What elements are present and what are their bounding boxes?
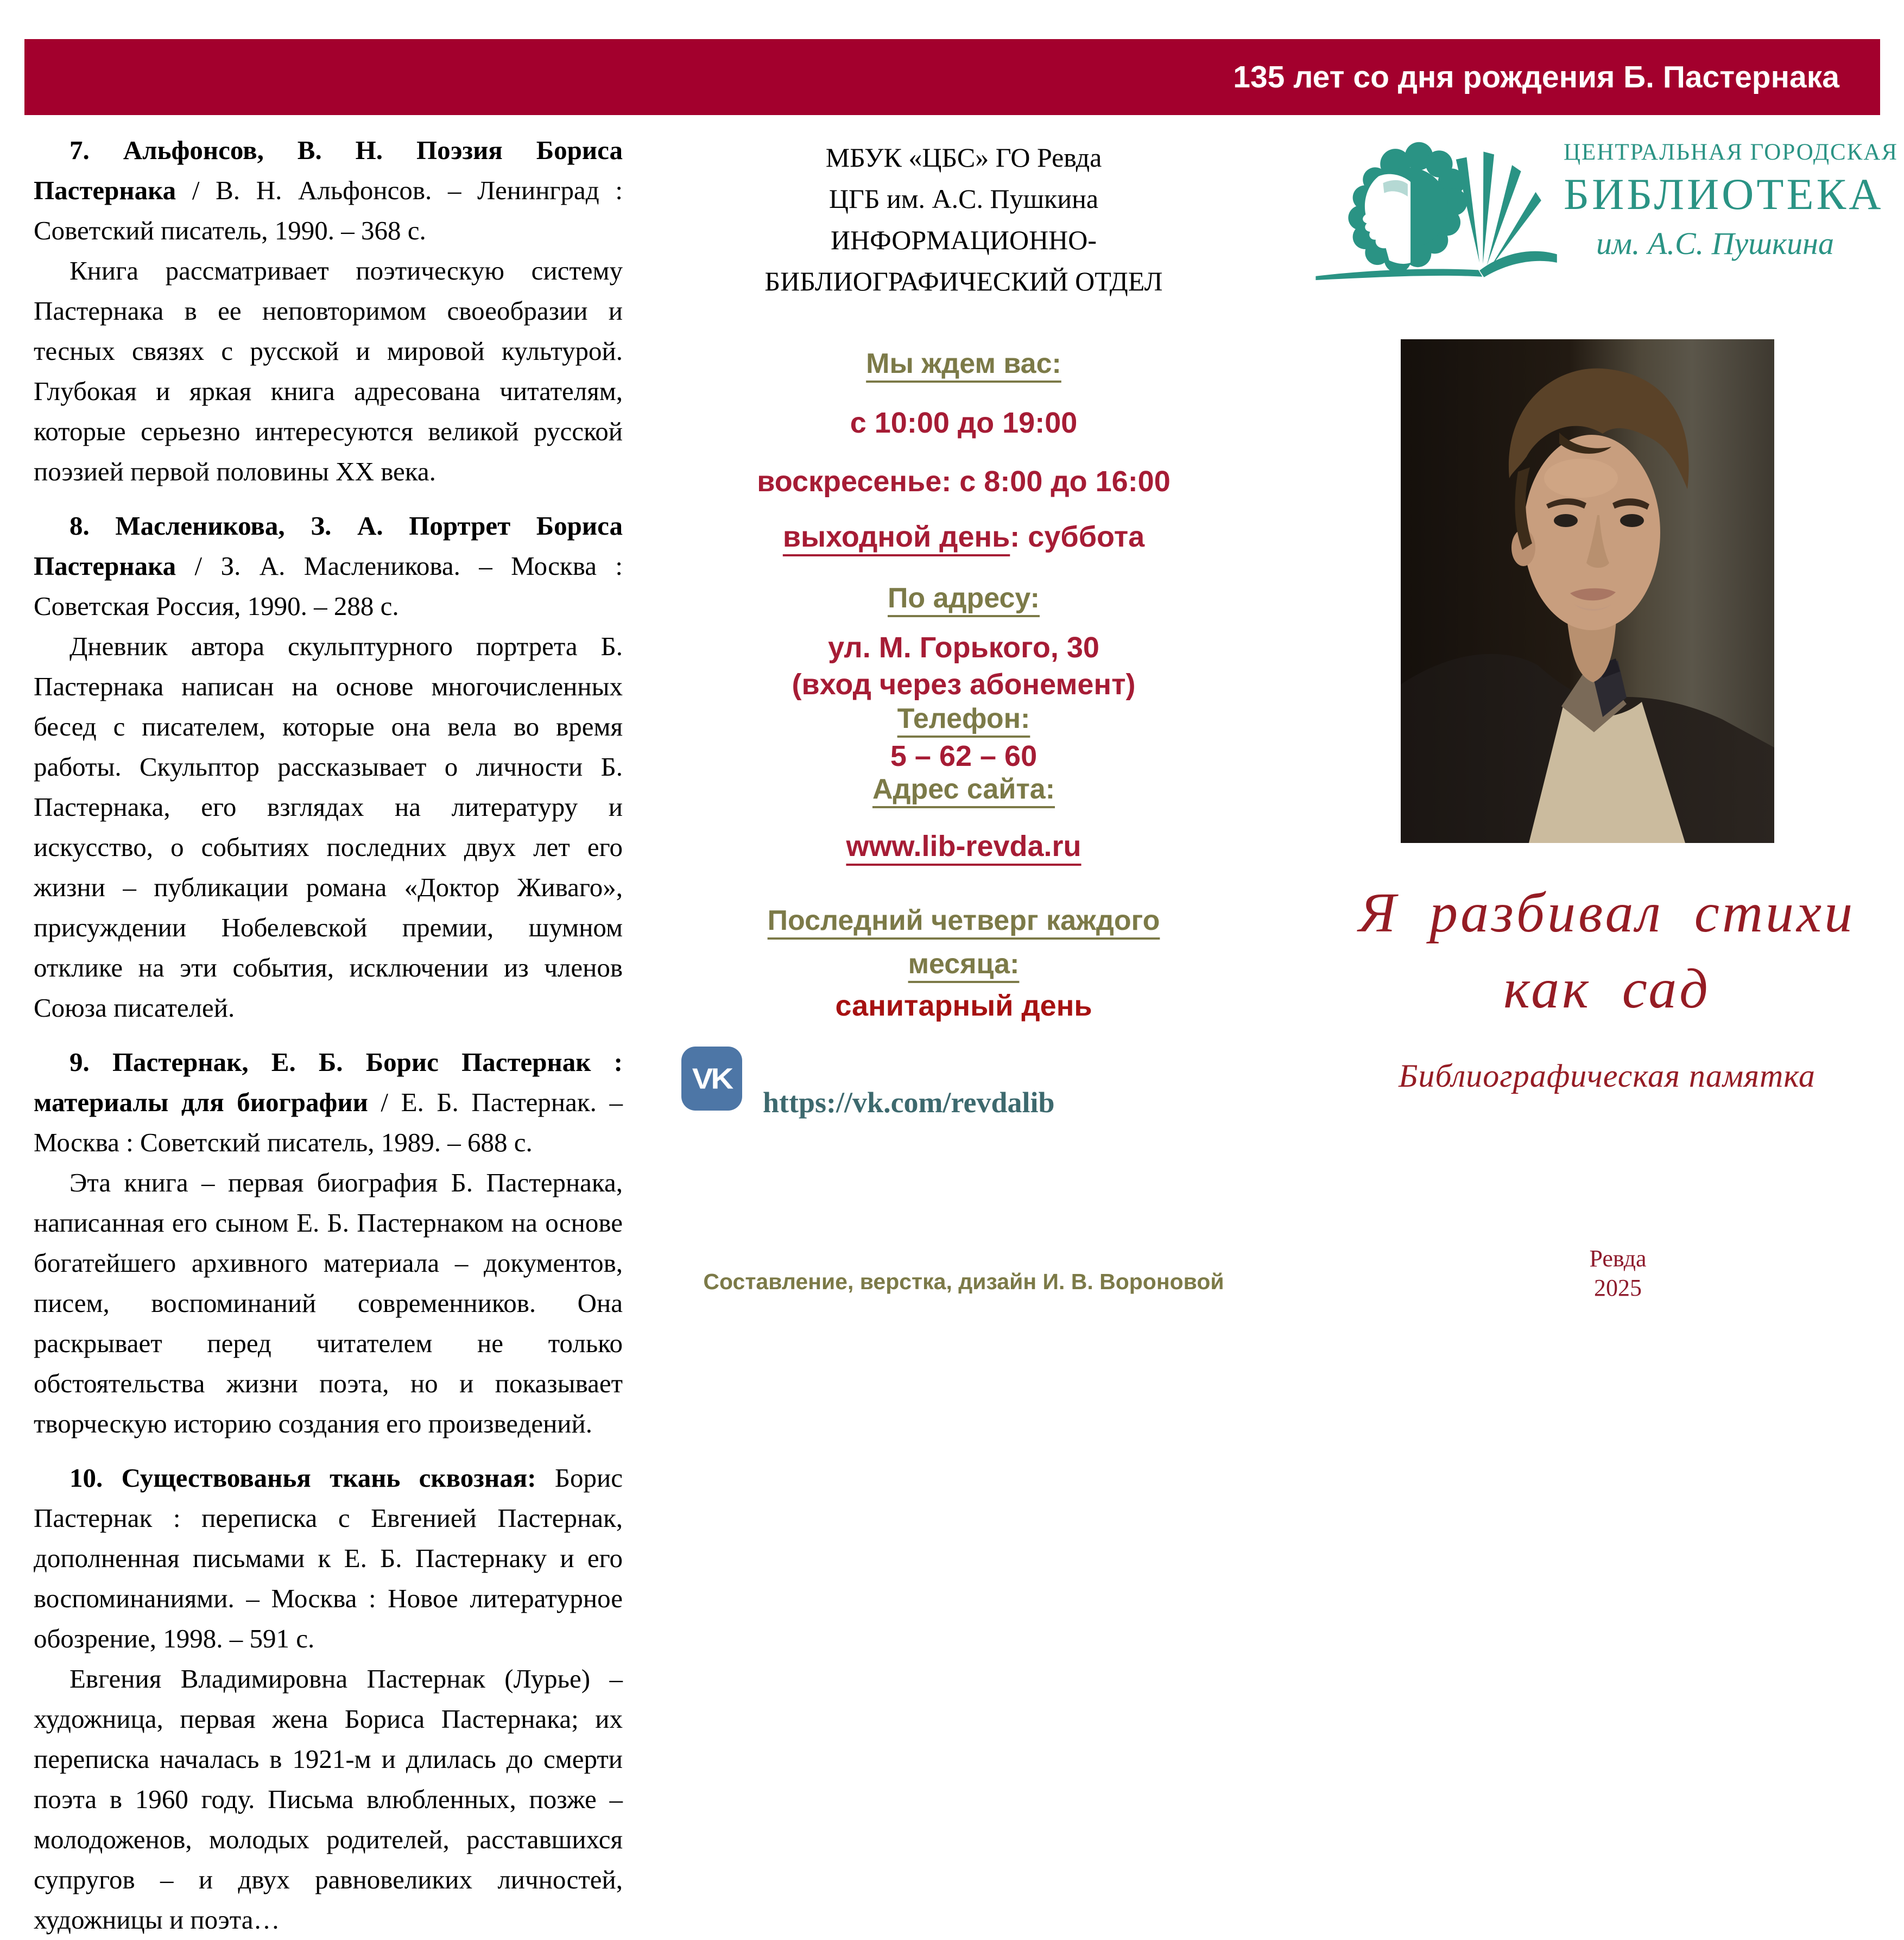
entry-rest: Борис Пастернак : переписка с Евгенией Пастернак, дополненная письмами к Е. Б. Пастернаку и его воспоминаниями. – Москва : Новое литературное обозрение, 1998. – 591 с. [34, 1463, 623, 1653]
entry-heading [34, 130, 623, 251]
site-heading: Адрес сайта: [872, 774, 1055, 805]
org-dept-line: ИНФОРМАЦИОННО- [830, 225, 1097, 255]
library-logo-text [1564, 139, 1899, 262]
pasternak-portrait-photo [1401, 339, 1774, 843]
brochure-title-line2: как сад [1503, 958, 1711, 1020]
address-heading: По адресу: [888, 582, 1040, 614]
entry-heading [34, 1042, 623, 1163]
entry-heading [34, 1458, 623, 1659]
brochure-title-line1: Я разбивал стихи [1358, 882, 1856, 944]
phone-heading: Телефон: [897, 703, 1030, 734]
sanitary-heading-line: Последний четверг каждого [767, 905, 1160, 936]
sanitary-value: санитарный день [835, 990, 1092, 1022]
entry-rest: / З. А. Масленикова. – Москва : Советская Россия, 1990. – 288 с. [34, 551, 623, 621]
entry-rest: / В. Н. Альфонсов. – Ленинград : Советский писатель, 1990. – 368 с. [34, 175, 623, 245]
bibliography-entry [34, 506, 623, 1028]
entry-lead: 9. Пастернак, Е. Б. Борис Пастернак : материалы для биографии [34, 1047, 623, 1117]
entry-lead: 10. Существованья ткань сквозная: [69, 1463, 536, 1493]
imprint-city: Ревда [1589, 1245, 1647, 1272]
logo-line-pushkin: им. А.С. Пушкина [1596, 226, 1834, 261]
pushkin-book-logo-icon [1311, 129, 1558, 297]
bibliography-entry [34, 1458, 623, 1940]
org-name-line: ЦГБ им. А.С. Пушкина [828, 183, 1099, 214]
bibliography-entry [34, 130, 623, 492]
hours-weekend: выходной день: суббота [782, 521, 1145, 553]
entry-lead: 8. Масленикова, З. А. Портрет Бориса Пастернака [34, 511, 623, 581]
entry-annotation: Дневник автора скульптурного портрета Б. Пастернака написан на основе многочисленных бесед с писателем, которые она вела во время работы. Скульптор рассказывает о личности Б. Пастернака, его взглядах на литературу и искусство, о событиях последних двух лет его жизни – публикации романа «Доктор Живаго», присуждении Нобелевской премии, шумном отклике на эти события, исключении из членов Союза писателей. [34, 631, 623, 1023]
entry-lead: 7. Альфонсов, В. Н. Поэзия Бориса Пастернака [34, 135, 623, 205]
phone-number: 5 – 62 – 60 [890, 740, 1038, 772]
hours-heading: Мы ждем вас: [866, 348, 1061, 379]
site-url[interactable]: www.lib-revda.ru [846, 830, 1081, 863]
imprint-year: 2025 [1594, 1275, 1642, 1301]
entry-annotation: Книга рассматривает поэтическую систему Пастернака в ее неповторимом своеобразии и тесных связях с русской и мировой культурой. Глубокая и яркая книга адресована читателям, которые серьезно интересуются великой русской поэзией первой половины XX века. [34, 256, 623, 486]
vk-link[interactable]: https://vk.com/revdalib [763, 1086, 1055, 1119]
hours-weekdays: с 10:00 до 19:00 [850, 407, 1078, 439]
logo-line-library: БИБЛИОТЕКА [1564, 169, 1884, 219]
sanitary-heading-line: месяца: [908, 948, 1020, 980]
hours-sunday: воскресенье: с 8:00 до 16:00 [757, 465, 1171, 498]
logo-line-central: ЦЕНТРАЛЬНАЯ ГОРОДСКАЯ [1564, 140, 1899, 165]
imprint [1536, 1244, 1699, 1303]
library-logo [1311, 129, 1899, 297]
anniversary-banner-text: 135 лет со дня рождения Б. Пастернака [1233, 60, 1839, 94]
entry-heading [34, 506, 623, 626]
bibliography-entry [34, 1042, 623, 1444]
entry-annotation: Евгения Владимировна Пастернак (Лурье) – художница, первая жена Бориса Пастернака; их переписка началась в 1921-м и длилась до смерти поэта в 1960 году. Письма влюбленных, позже – молодоженов, молодых родителей, расставшихся супругов – и двух равновеликих личностей, художницы и поэта… [34, 1664, 623, 1935]
credit-line: Составление, верстка, дизайн И. В. Вороновой [703, 1269, 1224, 1294]
entry-annotation: Эта книга – первая биография Б. Пастернака, написанная его сыном Е. Б. Пастернаком на основе богатейшего архивного материала – документов, писем, воспоминаний современников. Она раскрывает перед читателем не только обстоятельства жизни поэта, но и показывает творческую историю создания его произведений. [34, 1168, 623, 1438]
vk-icon[interactable]: VK [681, 1047, 742, 1111]
info-column [646, 0, 1281, 1346]
address-note: (вход через абонемент) [792, 668, 1136, 701]
entry-rest: / Е. Б. Пастернак. – Москва : Советский писатель, 1989. – 688 с. [34, 1087, 623, 1157]
bibliography-column [34, 130, 623, 1940]
org-name-line: МБУК «ЦБС» ГО Ревда [825, 142, 1102, 173]
address-street: ул. М. Горького, 30 [828, 631, 1099, 664]
brochure-subtitle: Библиографическая памятка [1399, 1058, 1816, 1094]
org-dept-line: БИБЛИОГРАФИЧЕСКИЙ ОТДЕЛ [764, 266, 1163, 296]
